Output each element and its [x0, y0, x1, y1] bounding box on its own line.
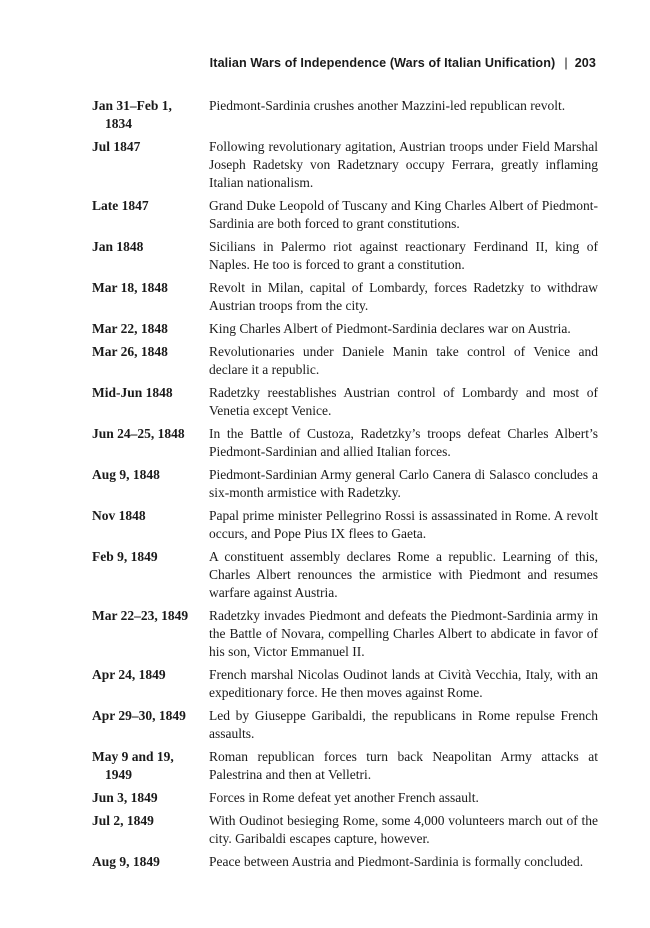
entry-description: King Charles Albert of Piedmont-Sardinia declares war on Austria. [209, 321, 571, 336]
entry-date: Jan 31–Feb 1, 1834 [92, 98, 172, 131]
entry-date: Feb 9, 1849 [92, 549, 158, 564]
entry-date: Jun 24–25, 1848 [92, 426, 185, 441]
entry-description: Roman republican forces turn back Neapolitan Army attacks at Palestrina and then at Velletri. [209, 749, 598, 782]
entry-date: Mar 22, 1848 [92, 321, 168, 336]
entry-description: Sicilians in Palermo riot against reactionary Ferdinand II, king of Naples. He too is forced to grant a constitution. [209, 239, 598, 272]
entry-description: Forces in Rome defeat yet another French assault. [209, 790, 479, 805]
entry-description: Radetzky invades Piedmont and defeats the Piedmont-Sardinia army in the Battle of Novara, compelling Charles Albert to abdicate in favor of his son, Victor Emmanuel II. [209, 608, 598, 659]
entry-description: Revolutionaries under Daniele Manin take control of Venice and declare it a republic. [209, 344, 598, 377]
chronology-list [92, 97, 598, 876]
chronology-entry [92, 138, 598, 192]
entry-description: Led by Giuseppe Garibaldi, the republicans in Rome repulse French assaults. [209, 708, 598, 741]
chronology-entry [92, 812, 598, 848]
chronology-entry [92, 343, 598, 379]
entry-date: Mar 22–23, 1849 [92, 608, 189, 623]
entry-date: Mar 26, 1848 [92, 344, 168, 359]
entry-description: Peace between Austria and Piedmont-Sardinia is formally concluded. [209, 854, 584, 869]
chronology-entry [92, 548, 598, 602]
entry-description: Papal prime minister Pellegrino Rossi is assassinated in Rome. A revolt occurs, and Pope Pius IX flees to Gaeta. [209, 508, 598, 541]
chronology-entry [92, 425, 598, 461]
chronology-entry [92, 279, 598, 315]
entry-description: Piedmont-Sardinian Army general Carlo Canera di Salasco concludes a six-month armistice with Radetzky. [209, 467, 598, 500]
entry-description: Radetzky reestablishes Austrian control of Lombardy and most of Venetia except Venice. [209, 385, 598, 418]
entry-description: Piedmont-Sardinia crushes another Mazzini-led republican revolt. [209, 98, 566, 113]
entry-date: Nov 1848 [92, 508, 146, 523]
entry-date: Jun 3, 1849 [92, 790, 158, 805]
entry-date: Mar 18, 1848 [92, 280, 168, 295]
entry-description: A constituent assembly declares Rome a republic. Learning of this, Charles Albert renounces the armistice with Piedmont and resumes warfare against Austria. [209, 549, 598, 600]
entry-description: Following revolutionary agitation, Austrian troops under Field Marshal Joseph Radetsky von Radetznary occupy Ferrara, greatly inflaming Italian nationalism. [209, 139, 598, 190]
chronology-entry [92, 748, 598, 784]
chronology-entry [92, 707, 598, 743]
chronology-entry [92, 466, 598, 502]
entry-date: Late 1847 [92, 198, 149, 213]
chronology-entry [92, 384, 598, 420]
chronology-entry [92, 607, 598, 661]
entry-date: Mid-Jun 1848 [92, 385, 173, 400]
entry-date: Aug 9, 1849 [92, 854, 160, 869]
entry-description: With Oudinot besieging Rome, some 4,000 volunteers march out of the city. Garibaldi escapes capture, however. [209, 813, 598, 846]
chronology-entry [92, 666, 598, 702]
entry-date: Jul 2, 1849 [92, 813, 154, 828]
chronology-entry [92, 789, 598, 807]
chronology-entry [92, 197, 598, 233]
entry-date: Aug 9, 1848 [92, 467, 160, 482]
entry-description: Revolt in Milan, capital of Lombardy, forces Radetzky to withdraw Austrian troops from the city. [209, 280, 598, 313]
entry-description: French marshal Nicolas Oudinot lands at Cività Vecchia, Italy, with an expeditionary force. He then moves against Rome. [209, 667, 598, 700]
chronology-entry [92, 853, 598, 871]
running-head-title: Italian Wars of Independence (Wars of Italian Unification) [209, 56, 556, 70]
entry-date: Apr 24, 1849 [92, 667, 166, 682]
entry-description: Grand Duke Leopold of Tuscany and King Charles Albert of Piedmont-Sardinia are both forced to grant constitutions. [209, 198, 598, 231]
entry-date: Jan 1848 [92, 239, 144, 254]
running-head-separator: | [564, 56, 568, 70]
running-head [210, 56, 596, 70]
chronology-entry [92, 97, 598, 133]
page-number: 203 [574, 56, 596, 70]
chronology-entry [92, 507, 598, 543]
entry-description: In the Battle of Custoza, Radetzky’s troops defeat Charles Albert’s Piedmont-Sardinian and allied Italian forces. [209, 426, 598, 459]
entry-date: Apr 29–30, 1849 [92, 708, 186, 723]
chronology-entry [92, 320, 598, 338]
entry-date: May 9 and 19, 1949 [92, 749, 174, 782]
chronology-entry [92, 238, 598, 274]
entry-date: Jul 1847 [92, 139, 141, 154]
